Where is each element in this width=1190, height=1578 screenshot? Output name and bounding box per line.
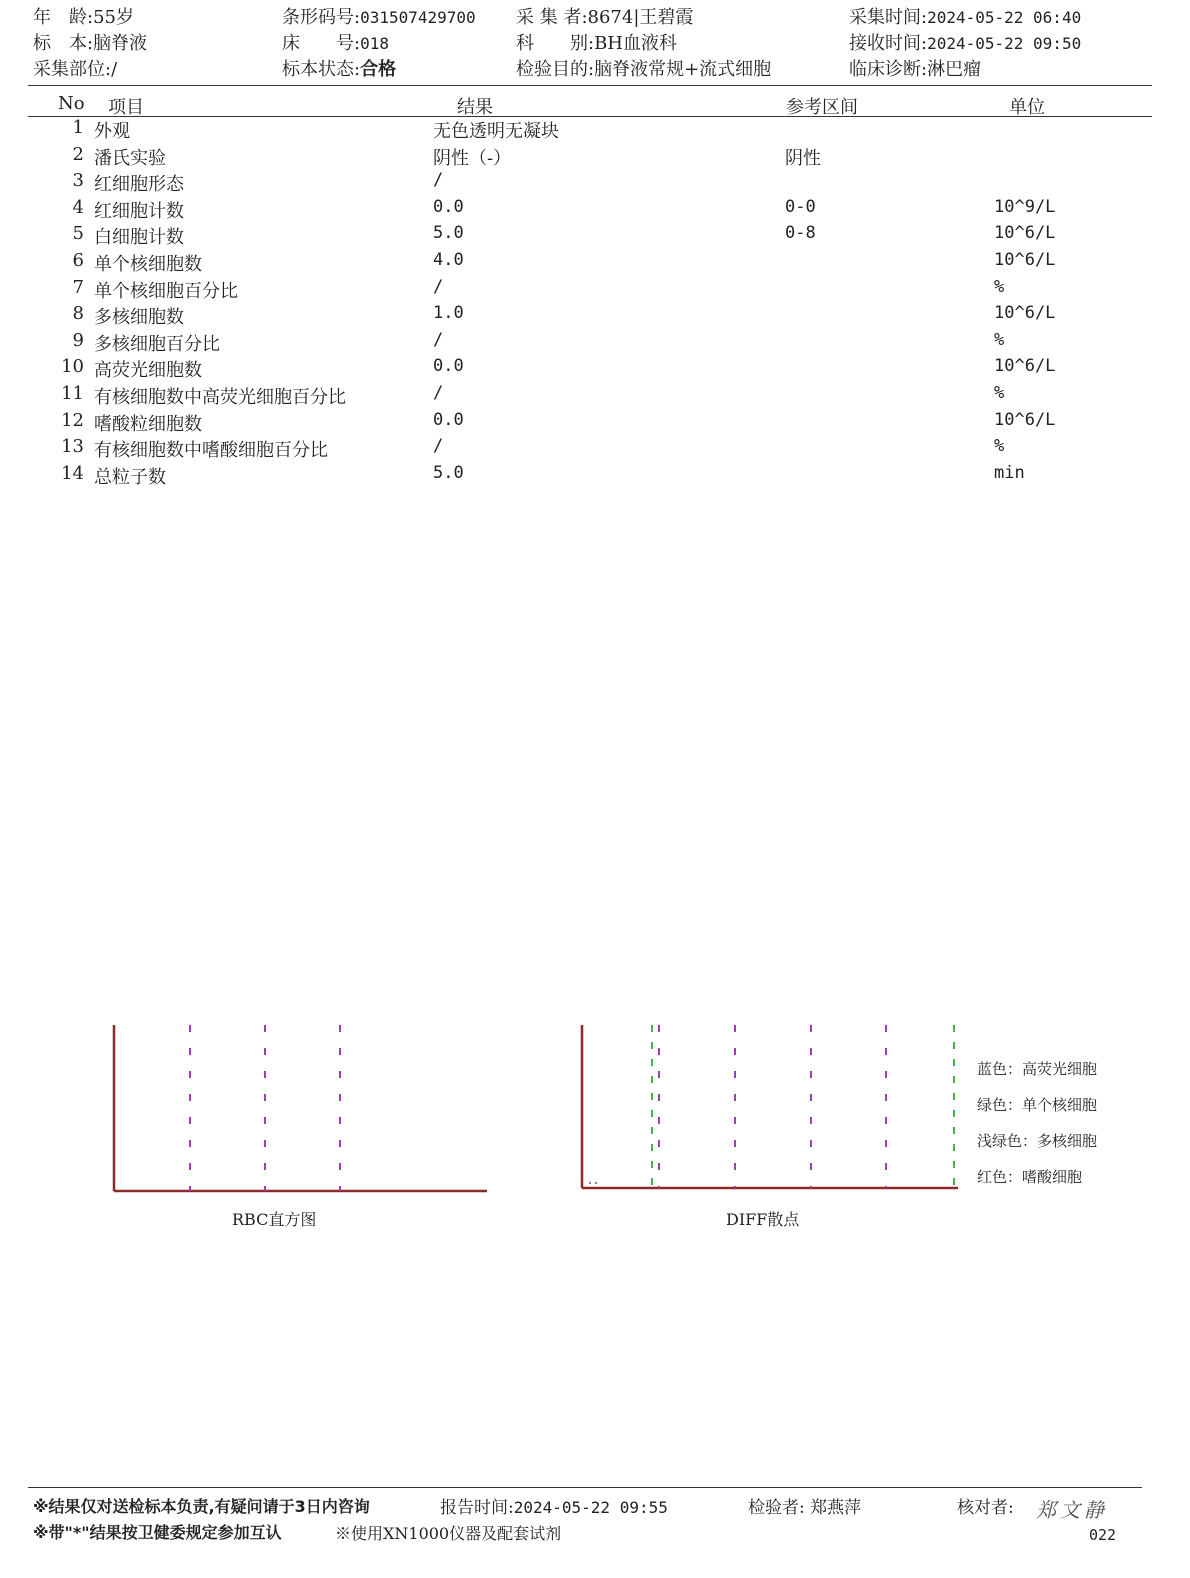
- cell-no: 5: [72, 223, 84, 245]
- cell-reference: 阴性: [785, 147, 821, 169]
- dept-value: BH血液科: [594, 33, 678, 54]
- cell-no: 3: [72, 170, 84, 192]
- collect-time-value: 2024-05-22 06:40: [927, 8, 1082, 27]
- cell-item: 总粒子数: [94, 466, 166, 488]
- cell-no: 10: [61, 356, 84, 378]
- tester: [748, 1493, 861, 1518]
- cell-unit: %: [994, 383, 1005, 403]
- cell-item: 多核细胞数: [94, 307, 184, 329]
- cell-item: 嗜酸粒细胞数: [94, 413, 202, 435]
- table-row: [0, 436, 1190, 462]
- cell-unit: 10^6/L: [994, 409, 1056, 430]
- table-row: [0, 170, 1190, 196]
- table-row: [0, 383, 1190, 409]
- table-row: [0, 223, 1190, 249]
- barcode-value: 031507429700: [360, 8, 476, 27]
- collector-value: 8674|王碧霞: [587, 7, 694, 28]
- table-row: [0, 144, 1190, 170]
- footer-divider: [28, 1487, 1142, 1488]
- cell-no: 1: [72, 117, 84, 138]
- cell-result: 0.0: [433, 409, 464, 430]
- cell-unit: 10^6/L: [994, 223, 1056, 244]
- cell-item: 潘氏实验: [94, 147, 166, 169]
- col-header-no: No: [58, 93, 85, 114]
- cell-unit: 10^9/L: [994, 196, 1056, 217]
- collect-time-label: 采集时间:: [849, 7, 928, 28]
- reviewer-signature: 郑文静: [1036, 1498, 1108, 1522]
- specimen-value: 脑脊液: [93, 33, 148, 54]
- report-time-value: 2024-05-22 09:55: [513, 1498, 668, 1517]
- cell-result: /: [433, 436, 444, 457]
- cell-no: 11: [61, 383, 84, 404]
- table-row: [0, 410, 1190, 436]
- cell-item: 外观: [94, 121, 130, 142]
- dept-label: 科 别:: [516, 33, 595, 54]
- cell-item: 有核细胞数中嗜酸细胞百分比: [94, 440, 328, 462]
- cell-unit: 10^6/L: [994, 356, 1056, 377]
- table-row: [0, 197, 1190, 223]
- table-row: [0, 303, 1190, 329]
- bed-field: [282, 33, 389, 55]
- footer-note-2: ※带"*"结果按卫健委规定参加互认: [33, 1523, 282, 1542]
- cell-result: 4.0: [433, 250, 464, 270]
- bed-value: 018: [360, 34, 389, 53]
- legend-item-light-green: 浅绿色：多核细胞: [977, 1132, 1098, 1150]
- cell-item: 有核细胞数中高荧光细胞百分比: [94, 387, 346, 408]
- diff-point: [595, 1182, 597, 1184]
- status-label: 标本状态:: [282, 59, 361, 80]
- page-code: 022: [1089, 1526, 1117, 1544]
- age-label: 年 龄:: [33, 7, 94, 28]
- legend-item-blue: 蓝色：高荧光细胞: [977, 1060, 1098, 1078]
- cell-no: 8: [72, 303, 84, 325]
- cell-result: /: [433, 329, 444, 350]
- table-row: [0, 356, 1190, 382]
- barcode-label: 条形码号:: [282, 7, 361, 28]
- diagnosis-field: [849, 59, 981, 81]
- receive-time-value: 2024-05-22 09:50: [927, 34, 1082, 53]
- purpose-field: [516, 59, 771, 81]
- cell-no: 12: [61, 409, 84, 431]
- table-row: [0, 277, 1190, 303]
- diagnosis-value: 淋巴瘤: [927, 59, 982, 80]
- report-time-label: 报告时间:: [440, 1498, 514, 1518]
- col-header-result: 结果: [457, 97, 493, 118]
- cell-result: /: [433, 383, 444, 403]
- receive-time-label: 接收时间:: [849, 33, 928, 54]
- cell-result: 5.0: [433, 223, 464, 244]
- site-value: /: [111, 59, 118, 80]
- cell-no: 14: [61, 462, 84, 484]
- cell-reference: 0-0: [785, 196, 816, 217]
- status-value: 合格: [360, 59, 397, 80]
- age-value: 55岁: [93, 7, 134, 28]
- col-header-reference: 参考区间: [786, 97, 858, 118]
- purpose-value: 脑脊液常规+流式细胞: [594, 59, 772, 80]
- cell-item: 多核细胞百分比: [94, 333, 220, 355]
- cell-no: 4: [72, 196, 84, 218]
- cell-unit: %: [994, 329, 1005, 350]
- receive-time-field: [849, 33, 1081, 55]
- site-field: [33, 59, 117, 81]
- cell-result: 0.0: [433, 356, 464, 377]
- cell-result: 1.0: [433, 303, 464, 324]
- col-header-unit: 单位: [1009, 97, 1045, 118]
- site-label: 采集部位:: [33, 59, 112, 80]
- specimen-field: [33, 33, 147, 55]
- bed-label: 床 号:: [282, 33, 361, 54]
- cell-result: 无色透明无凝块: [433, 121, 559, 142]
- purpose-label: 检验目的:: [516, 59, 595, 80]
- report-time: [440, 1493, 668, 1518]
- cell-result: 0.0: [433, 196, 464, 217]
- cell-item: 单个核细胞数: [94, 254, 202, 275]
- cell-no: 13: [61, 436, 84, 458]
- cell-no: 7: [72, 276, 84, 298]
- specimen-label: 标 本:: [33, 33, 94, 54]
- diff-point: [589, 1182, 591, 1184]
- rbc-caption: RBC直方图: [232, 1210, 317, 1229]
- cell-result: /: [433, 276, 444, 297]
- cell-item: 红细胞形态: [94, 174, 184, 196]
- table-row: [0, 463, 1190, 489]
- status-field: [282, 59, 396, 81]
- cell-result: /: [433, 170, 444, 191]
- table-row: [0, 250, 1190, 276]
- col-header-item: 项目: [108, 97, 144, 118]
- dept-field: [516, 33, 677, 55]
- legend-item-green: 绿色：单个核细胞: [977, 1096, 1098, 1114]
- reviewer-label: 核对者:: [957, 1498, 1014, 1518]
- cell-item: 红细胞计数: [94, 200, 184, 222]
- cell-unit: min: [994, 462, 1025, 483]
- cell-item: 单个核细胞百分比: [94, 280, 238, 302]
- tester-label: 检验者:: [748, 1498, 805, 1518]
- footer-note-1: ※结果仅对送检标本负责,有疑问请于3日内咨询: [33, 1497, 370, 1516]
- cell-reference: 0-8: [785, 223, 816, 244]
- barcode-field: [282, 7, 476, 29]
- diff-caption: DIFF散点: [726, 1210, 800, 1229]
- collector-label: 采 集 者:: [516, 7, 588, 28]
- collector-field: [516, 7, 693, 29]
- age-field: [33, 7, 134, 29]
- cell-no: 9: [72, 329, 84, 351]
- cell-result: 5.0: [433, 462, 464, 483]
- header-divider: [28, 85, 1152, 86]
- collect-time-field: [849, 7, 1081, 29]
- diff-scatter: [570, 1015, 970, 1200]
- cell-no: 6: [72, 250, 84, 271]
- table-row: [0, 117, 1190, 143]
- cell-unit: 10^6/L: [994, 250, 1056, 270]
- cell-no: 2: [72, 143, 84, 165]
- cell-result: 阴性（-）: [433, 147, 512, 169]
- cell-item: 白细胞计数: [94, 227, 184, 249]
- cell-item: 高荧光细胞数: [94, 360, 202, 382]
- rbc-histogram: [100, 1015, 500, 1200]
- cell-unit: 10^6/L: [994, 303, 1056, 324]
- table-row: [0, 330, 1190, 356]
- tester-value: 郑燕萍: [810, 1498, 862, 1518]
- legend-item-red: 红色：嗜酸细胞: [977, 1168, 1083, 1186]
- instrument-note: ※使用XN1000仪器及配套试剂: [335, 1524, 562, 1543]
- diagnosis-label: 临床诊断:: [849, 59, 928, 80]
- cell-unit: %: [994, 276, 1005, 297]
- cell-unit: %: [994, 436, 1005, 457]
